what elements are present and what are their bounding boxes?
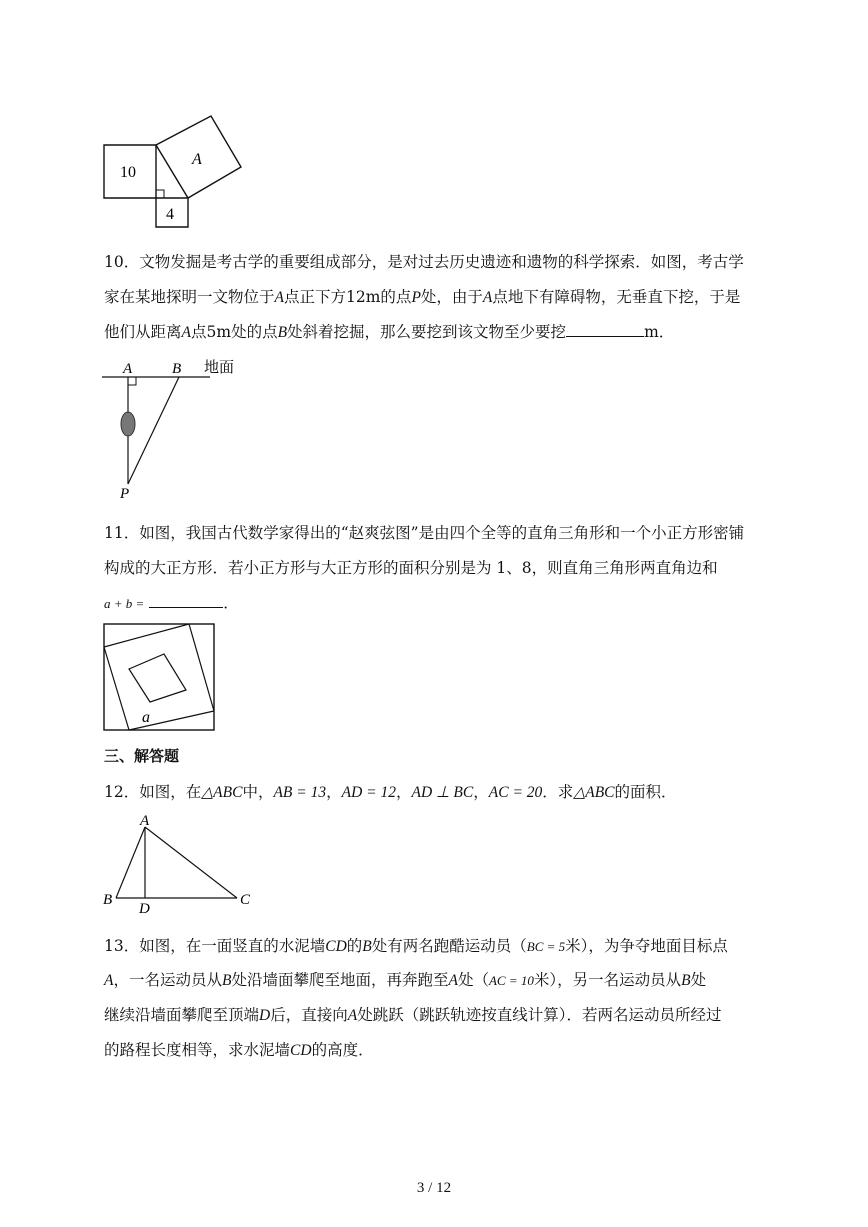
section-title: 三、解答题 <box>104 747 180 765</box>
q11-fig-a: a <box>142 709 150 726</box>
q13-line1: 13．如图，在一面竖直的水泥墙CD的B处有两名跑酷运动员（BC = 5米），为争夺地面目标点 <box>104 937 728 955</box>
q10-line2: 家在某地探明一文物位于A点正下方12m的点P处，由于A点地下有障碍物，无垂直下挖，于是 <box>104 288 741 306</box>
fig9-label-A: A <box>192 151 202 168</box>
fig9-label-10: 10 <box>120 164 136 181</box>
q12-fig-B: B <box>103 892 113 908</box>
q12-fig-D: D <box>139 901 150 916</box>
q12-fig-C: C <box>240 892 251 908</box>
q12-triangle-diagram <box>100 812 260 916</box>
fig9-squares-diagram <box>100 110 250 235</box>
q10-fig-ground: 地面 <box>204 358 235 376</box>
page-number: 3 / 12 <box>416 1180 452 1196</box>
q12-fig-A: A <box>140 813 150 829</box>
q11-line1: 11．如图，我国古代数学家得出的“赵爽弦图”是由四个全等的直角三角形和一个小正方形密铺 <box>104 524 745 542</box>
q10-fig-A: A <box>123 361 133 377</box>
fig9-label-4: 4 <box>166 206 174 223</box>
q13-line2: A，一名运动员从B处沿墙面攀爬至地面，再奔跑至A处（AC = 10米），另一名运动员从B处 <box>104 971 707 989</box>
q13-line3: 继续沿墙面攀爬至顶端D后，直接向A处跳跃（跳跃轨迹按直线计算）．若两名运动员所经过 <box>104 1006 722 1024</box>
q10-dig-diagram <box>100 356 250 506</box>
q11-line2: 构成的大正方形．若小正方形与大正方形的面积分别是为 1、8，则直角三角形两直角边和 <box>104 559 718 577</box>
q11-answer-blank[interactable] <box>149 592 223 608</box>
q12-text: 12．如图，在△ABC中，AB = 13，AD = 12，AD ⊥ BC，AC = 20．求△ABC的面积． <box>104 783 677 801</box>
q10-fig-P: P <box>120 486 130 502</box>
q13-line4: 的路程长度相等，求水泥墙CD的高度． <box>104 1041 374 1059</box>
q10-answer-blank[interactable] <box>566 321 644 337</box>
q11-line3: a + b = ． <box>104 594 239 612</box>
q10-fig-B: B <box>172 361 182 377</box>
q10-line1: 10．文物发掘是考古学的重要组成部分，是对过去历史遗迹和遗物的科学探索．如图，考古学 <box>104 253 744 271</box>
q10-line3: 他们从距离A点5m处的点B处斜着挖掘，那么要挖到该文物至少要挖 m． <box>104 323 675 341</box>
artifact-obstacle <box>121 412 135 436</box>
zhao-shuang-diagram <box>100 620 220 735</box>
